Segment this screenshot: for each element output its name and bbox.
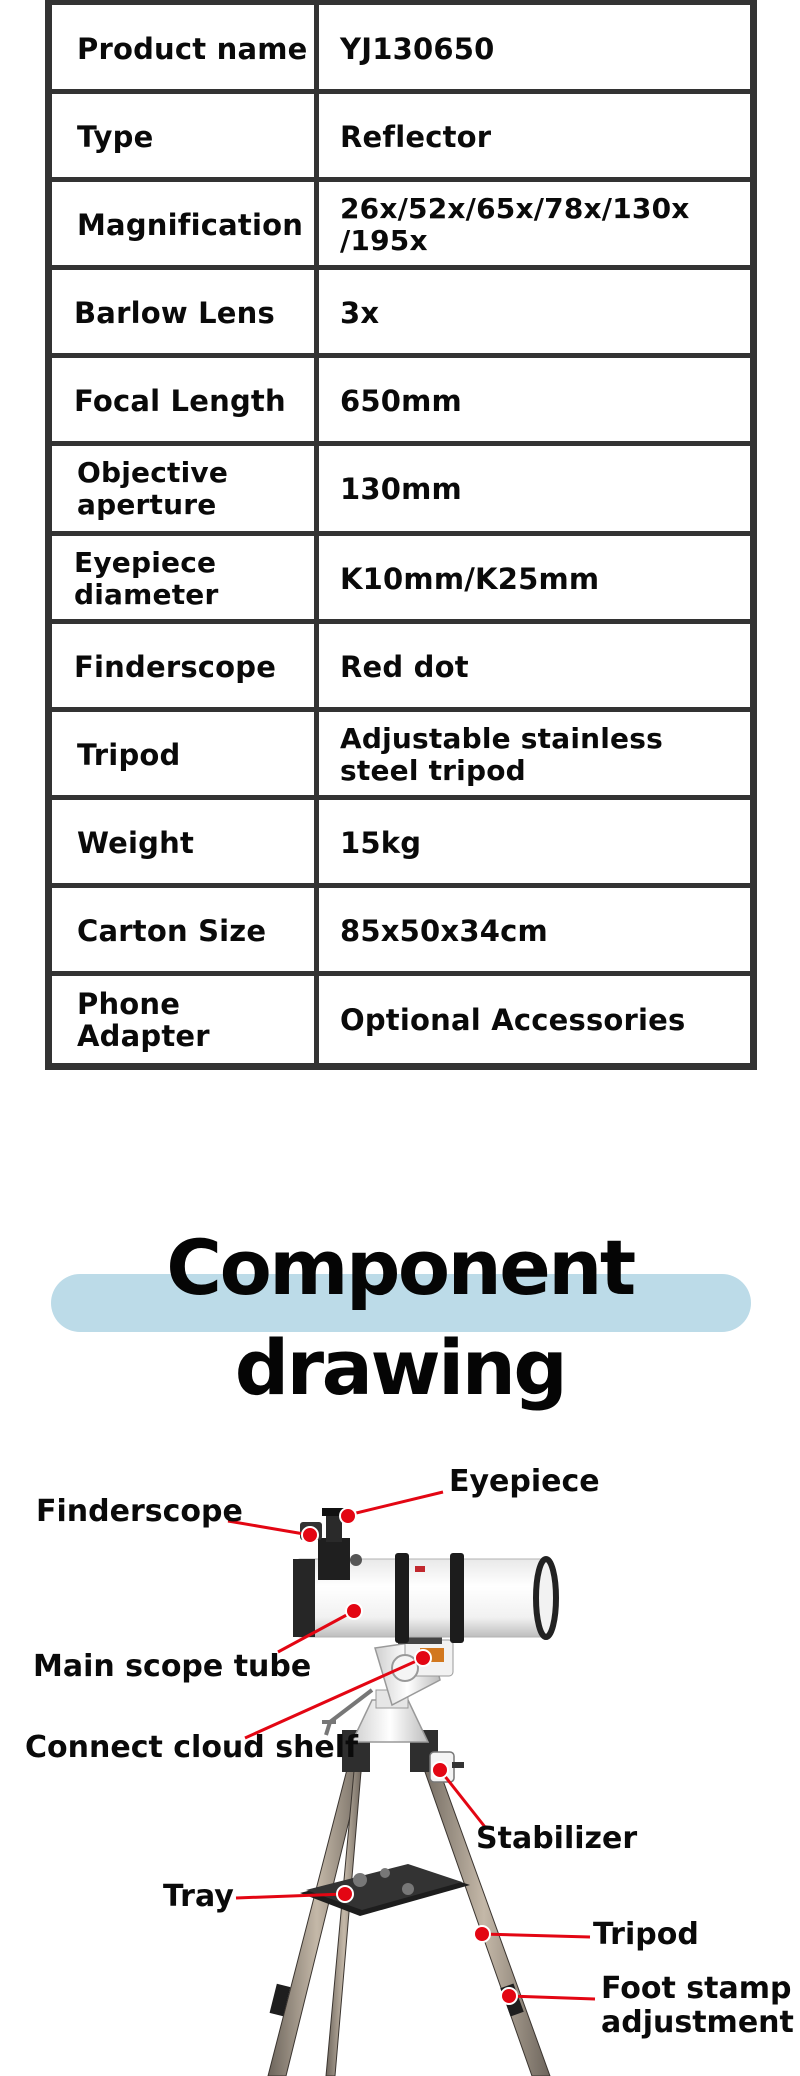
spec-value: 15kg: [340, 826, 422, 860]
spec-value: Optional Accessories: [340, 1002, 686, 1037]
equatorial-mount: [322, 1620, 453, 1742]
spec-label: Focal Length: [74, 384, 286, 418]
spec-value: Reflector: [340, 120, 492, 154]
spec-value: K10mm/K25mm: [340, 562, 600, 596]
callout-label-finderscope: Finderscope: [36, 1494, 243, 1529]
spec-label: Product name: [77, 32, 308, 66]
spec-value: Red dot: [340, 650, 469, 684]
spec-value: 130mm: [340, 472, 462, 506]
callout-dot-foot-stamp: [501, 1988, 517, 2004]
spec-value: 3x: [340, 296, 380, 330]
tripod-legs: [268, 1730, 550, 2076]
callout-label-connect-cloud-shelf: Connect cloud shelf: [25, 1730, 359, 1765]
callout-dot-tripod: [474, 1926, 490, 1942]
section-title: Component drawing: [166, 1223, 634, 1412]
spec-label: Type: [77, 120, 154, 154]
callout-dot-stabilizer: [432, 1762, 448, 1778]
spec-label: Eyepiece diameter: [74, 546, 219, 611]
spec-label: Magnification: [77, 208, 304, 242]
callout-dot-eyepiece: [340, 1508, 356, 1524]
spec-value: Adjustable stainless steel tripod: [340, 722, 663, 787]
spec-value: YJ130650: [340, 32, 495, 66]
callout-label-tripod: Tripod: [593, 1917, 699, 1952]
callout-dot-finderscope: [302, 1527, 318, 1543]
spec-label: Phone Adapter: [77, 986, 210, 1053]
spec-value: 85x50x34cm: [340, 914, 548, 948]
callout-label-main-scope-tube: Main scope tube: [33, 1649, 312, 1684]
callout-label-stabilizer: Stabilizer: [476, 1821, 638, 1856]
spec-label: Weight: [77, 826, 195, 860]
callout-dot-tray: [337, 1886, 353, 1902]
callout-label-tray: Tray: [163, 1879, 234, 1914]
callout-dot-main-tube: [346, 1603, 362, 1619]
callout-label-foot-stamp: Foot stamp: [601, 1971, 792, 2006]
spec-label: Tripod: [77, 738, 181, 772]
spec-label: Carton Size: [77, 914, 267, 948]
callout-label-adjustment: adjustment: [601, 2005, 794, 2040]
spec-label: Barlow Lens: [74, 296, 275, 330]
spec-value: 650mm: [340, 384, 462, 418]
spec-value: 26x/52x/65x/78x/130x /195x: [340, 192, 690, 257]
spec-label: Objective aperture: [77, 456, 229, 521]
callout-label-eyepiece: Eyepiece: [449, 1464, 600, 1499]
callout-dot-cloud-shelf: [415, 1650, 431, 1666]
spec-label: Finderscope: [74, 650, 277, 684]
